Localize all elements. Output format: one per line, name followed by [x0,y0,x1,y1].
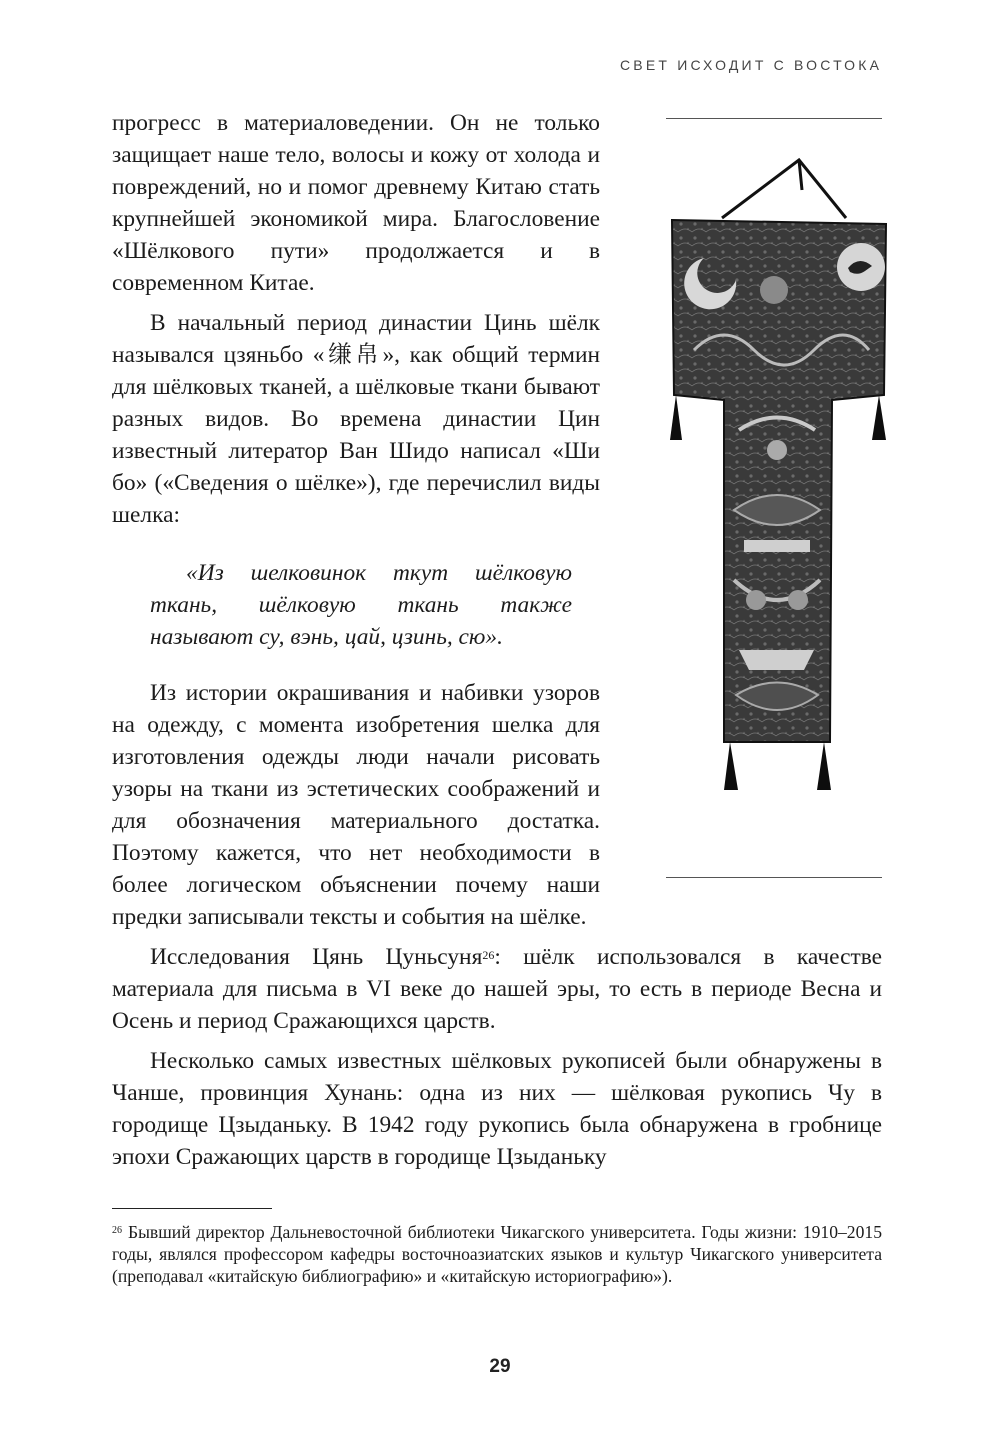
footnote-number: 26 [112,1225,122,1236]
paragraph-5: Несколько самых известных шёлковых рукописей были обнаружены в Чанше, провинция Хунань: одна из них — шёлковая рукопись Чу в городище Цзыданьку. В 1942 году рукопись была обнаружена в гробнице эпохи Сражающих царств в городище Цзыданьку [112,1048,882,1170]
main-text [112,107,882,1173]
footnote-ref: 26 [482,948,495,962]
footnote [112,1221,882,1287]
paragraph-1: прогресс в материаловедении. Он не только защищает наше тело, волосы и кожу от холода и повреждений, но и помог древнему Китаю стать крупнейшей экономикой мира. Благословение «Шёлкового пути» продолжается и в современном Китае. [112,110,600,296]
footnote-rule [112,1208,272,1209]
page-number: 29 [489,1356,511,1377]
paragraph-3: Из истории окрашивания и набивки узоров на одежду, с момента изобретения шелка для изготовления одежды люди начали рисовать узоры на ткани из эстетических соображений и для обозначения материального достатка. Поэтому кажется, что нет необходимости в более логическом объяснении почему наши предки записывали тексты и события на шёлке. [112,680,600,930]
running-head: СВЕТ ИСХОДИТ С ВОСТОКА [620,57,883,73]
footnote-text: Бывший директор Дальневосточной библиотеки Чикагского университета. Годы жизни: 1910–2015 годы, являлся профессором кафедры восточноазиатских языков и культур Чикагского университета (преподавал «китайскую библиографию» и «китайскую историографию»). [112,1222,882,1286]
quote-text: «Из шелковинок ткут шёлковую ткань, шёлковую ткань также называют су, вэнь, цай, цзинь, сю». [150,560,572,650]
paragraph-2: В начальный период династии Цинь шёлк назывался цзяньбо «缣帛», как общий термин для шёлковых тканей, а шёлковые ткани бывают разных видов. Во времена династии Цин известный литератор Ван Шидо написал «Ши бо» («Сведения о шёлке»), где перечислил виды шелка: [112,310,600,528]
paragraph-4 [112,941,882,1037]
paragraph-4-end: : шёлк использовался в качестве материала для письма в VI веке до нашей эры, то есть в периоде Весна и Осень и период Сражающихся царств. [112,944,882,1034]
figure-spacer [600,107,882,927]
paragraph-4-start: Исследования Цянь Цуньсуня [150,944,483,970]
